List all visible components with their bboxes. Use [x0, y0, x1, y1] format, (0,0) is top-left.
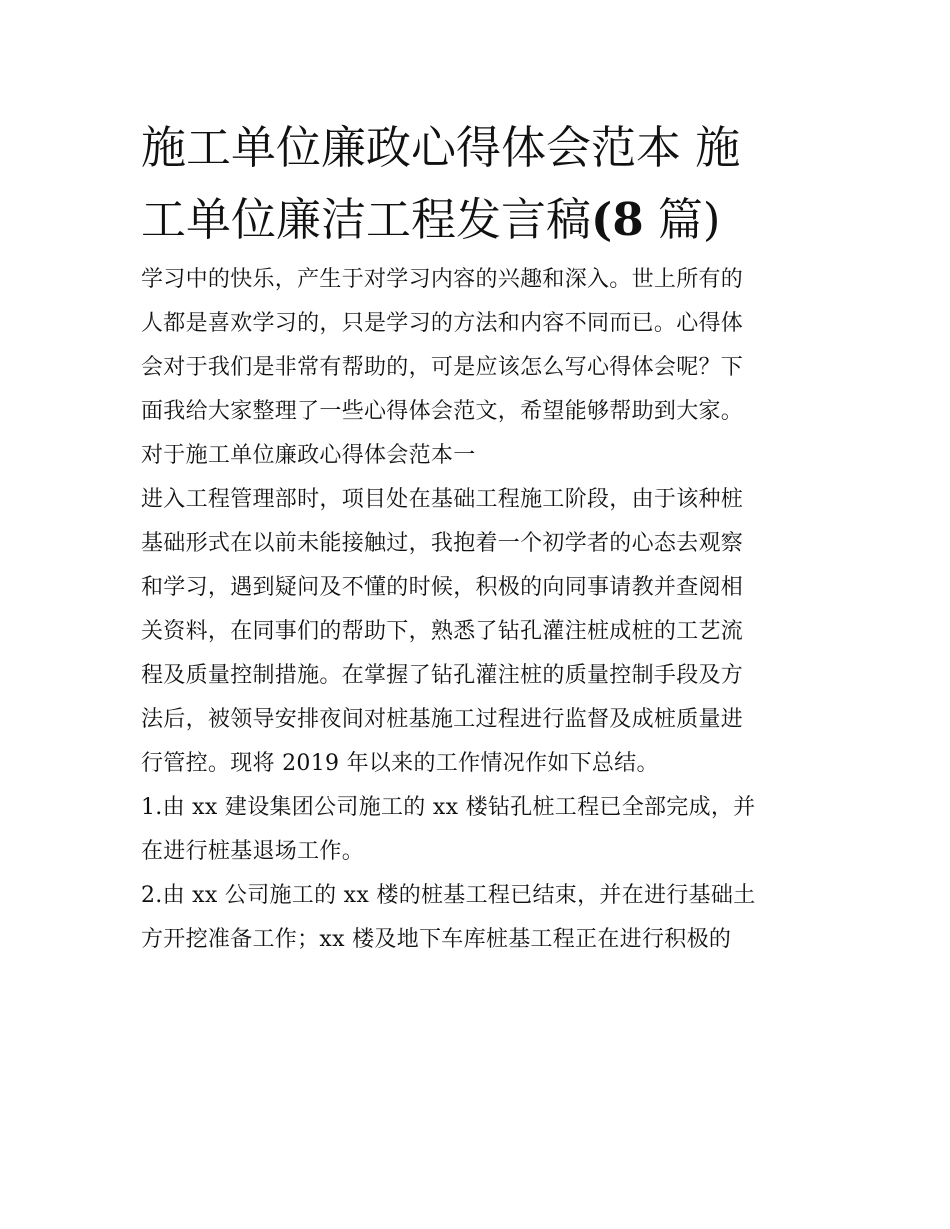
- body-line-2: 人都是喜欢学习的，只是学习的方法和内容不同而已。心得体: [141, 311, 744, 336]
- list-item-2-line-1: 2.由 xx 公司施工的 xx 楼的桩基工程已结束，并在进行基础土: [141, 883, 756, 908]
- body-line-10: 程及质量控制措施。在掌握了钻孔灌注桩的质量控制手段及方: [141, 663, 744, 688]
- title-line-2-text: 工单位廉洁工程发言稿: [141, 193, 592, 246]
- document-body: [141, 260, 821, 960]
- title-paren-open: (: [591, 193, 613, 246]
- body-line-3: 会对于我们是非常有帮助的，可是应该怎么写心得体会呢？下: [141, 355, 744, 380]
- body-line-9: 关资料，在同事们的帮助下，熟悉了钻孔灌注桩成桩的工艺流: [141, 619, 744, 644]
- document-title: [141, 112, 821, 256]
- list-item-2-line-2: 方开挖准备工作；xx 楼及地下车库桩基工程正在进行积极的: [141, 927, 732, 952]
- body-line-6: 进入工程管理部时，项目处在基础工程施工阶段，由于该种桩: [141, 487, 744, 512]
- section-heading: 对于施工单位廉政心得体会范本一: [141, 443, 476, 468]
- list-item-1-line-1: 1.由 xx 建设集团公司施工的 xx 楼钻孔桩工程已全部完成，并: [141, 795, 756, 820]
- body-line-11: 法后，被领导安排夜间对桩基施工过程进行监督及成桩质量进: [141, 707, 744, 732]
- list-item-1-line-2: 在进行桩基退场工作。: [141, 839, 365, 864]
- body-line-8: 和学习，遇到疑问及不懂的时候，积极的向同事请教并查阅相: [141, 575, 744, 600]
- body-line-7: 基础形式在以前未能接触过，我抱着一个初学者的心态去观察: [141, 531, 744, 556]
- title-line-1: 施工单位廉政心得体会范本 施: [141, 121, 741, 174]
- body-line-1: 学习中的快乐，产生于对学习内容的兴趣和深入。世上所有的: [141, 267, 744, 292]
- body-line-12: 行管控。现将 2019 年以来的工作情况作如下总结。: [141, 751, 659, 776]
- title-count: 8: [612, 193, 644, 246]
- title-line-2-rest: 篇): [643, 193, 721, 246]
- document-content: [141, 112, 821, 964]
- body-line-4: 面我给大家整理了一些心得体会范文，希望能够帮助到大家。: [141, 399, 744, 424]
